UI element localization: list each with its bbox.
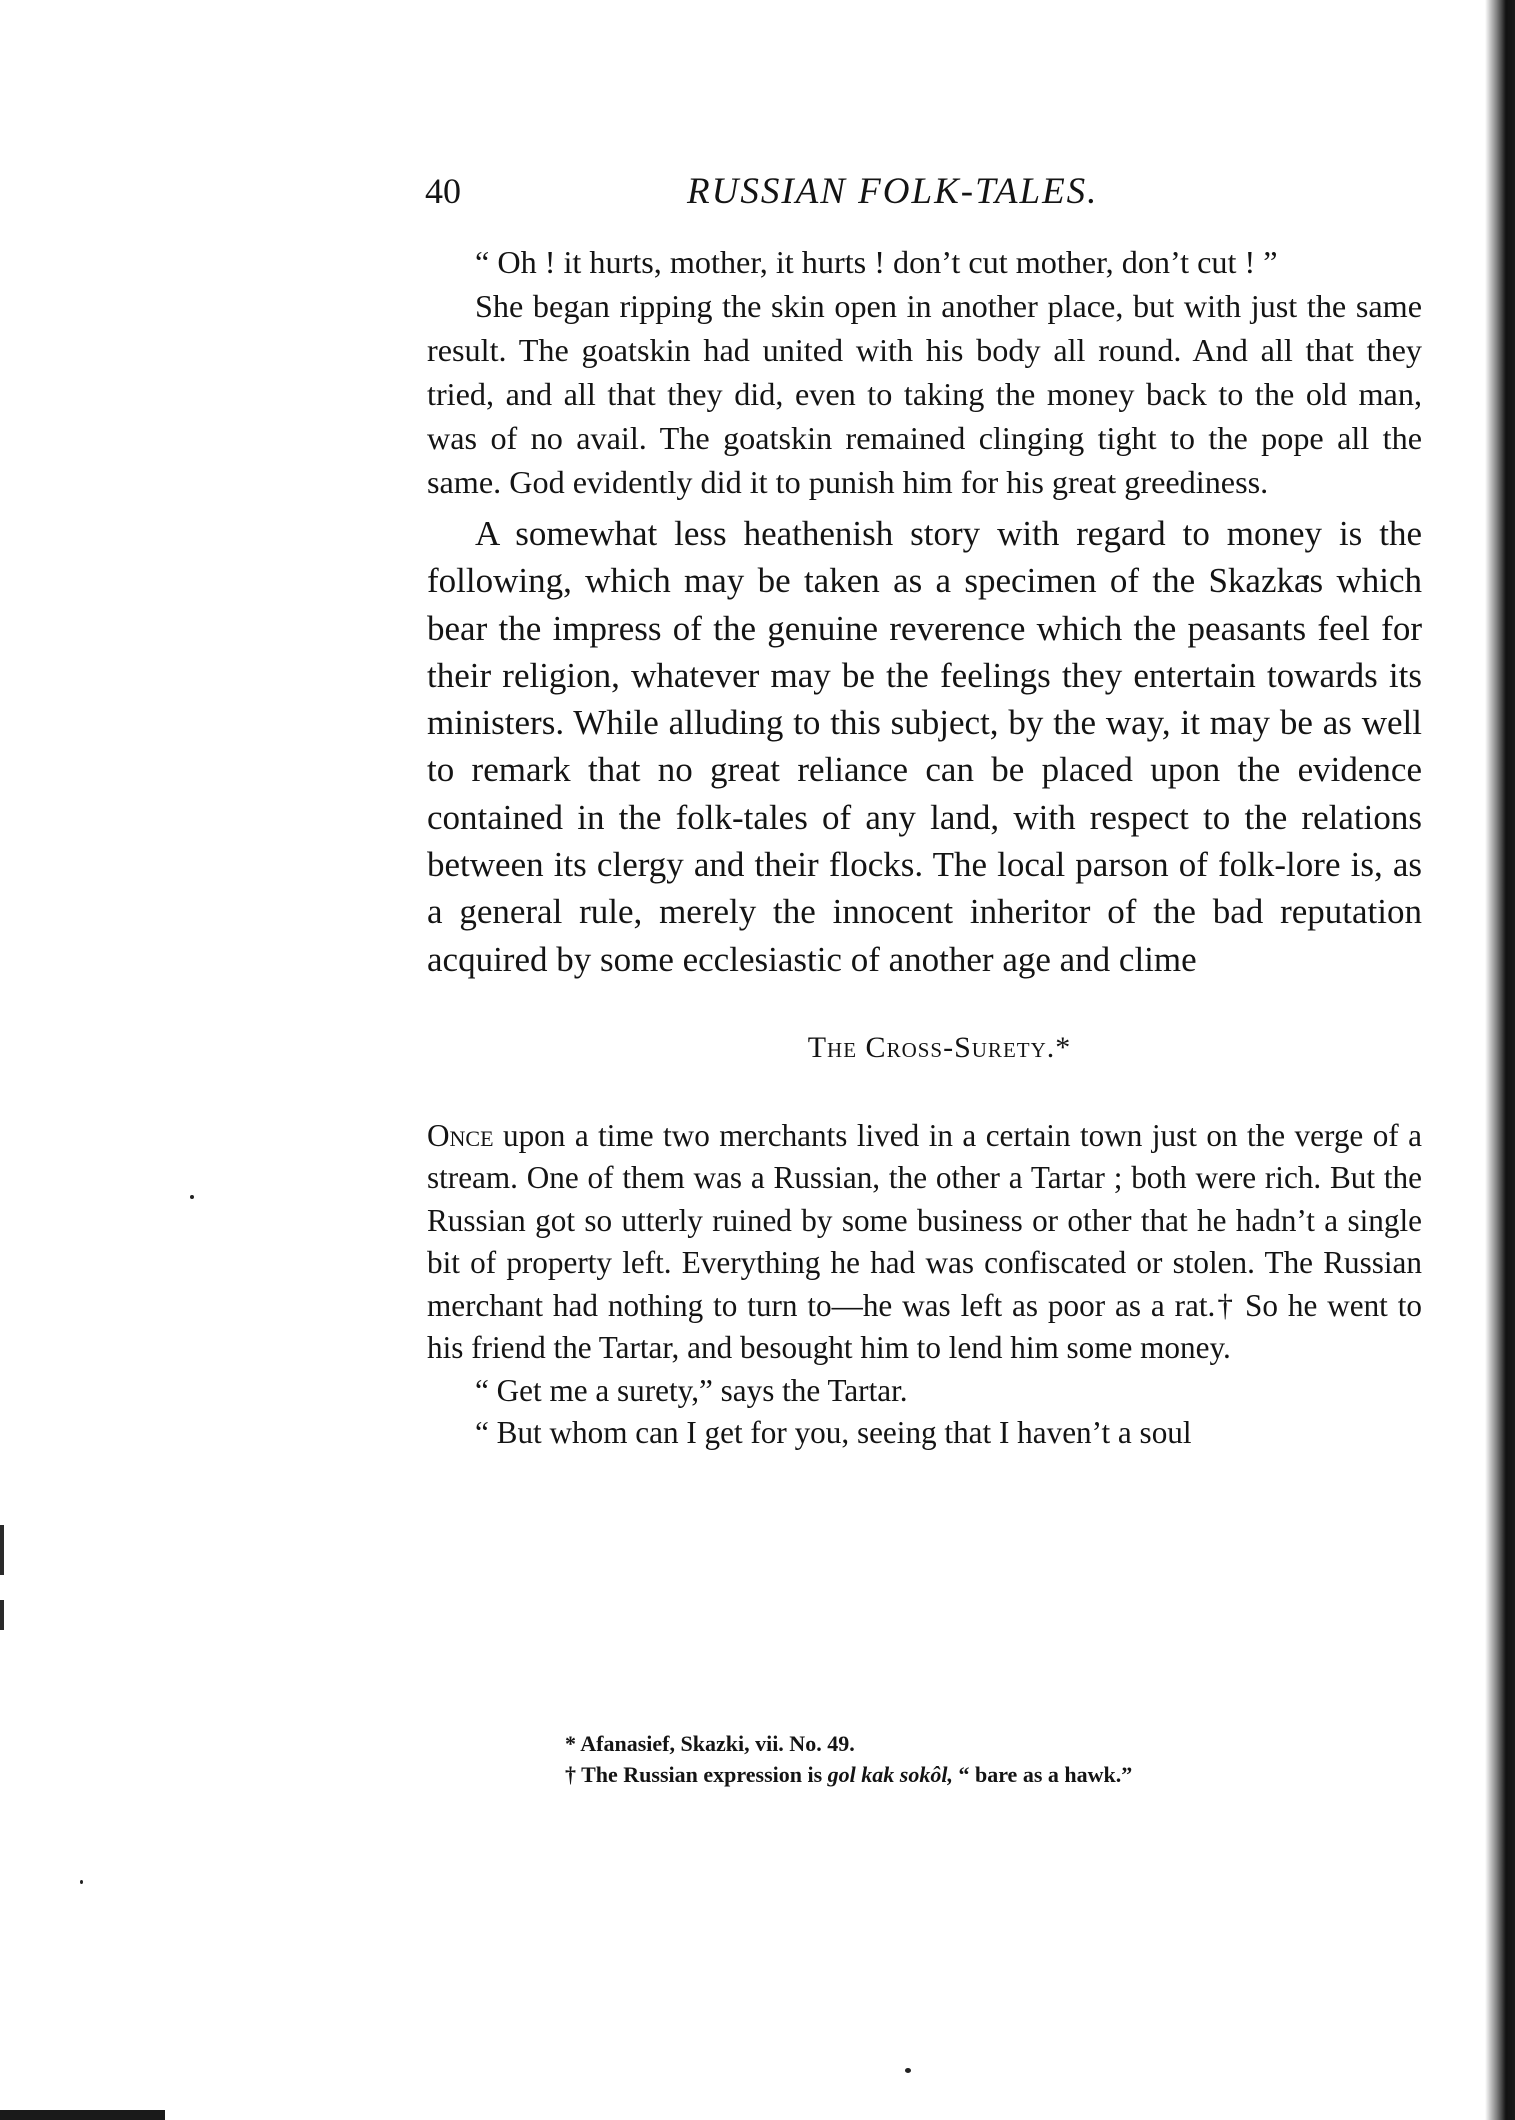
story-paragraph-opening	[427, 1115, 1422, 1370]
scan-edge-shadow	[1485, 0, 1515, 2120]
page-header	[425, 170, 1425, 220]
scan-margin-mark	[0, 1600, 4, 1630]
scan-speck	[80, 1880, 83, 1884]
page-number: 40	[425, 171, 461, 211]
scan-speck	[190, 1195, 194, 1199]
story-paragraph-russian-reply: “ But whom can I get for you, seeing that I haven’t a soul	[475, 1415, 1192, 1451]
footnote-expression-suffix: “ bare as a hawk.”	[952, 1762, 1133, 1787]
footnote-expression-prefix: † The Russian expression is	[565, 1762, 828, 1787]
story-first-word: Once	[427, 1117, 494, 1153]
footnote-expression-russian: gol kak sokôl,	[827, 1762, 953, 1787]
paragraph-goatskin: She began ripping the skin open in another place, but with just the same result. The goatskin had united with his body all round. And all that they tried, and all that they did, even to taking the money back to the old man, was of no avail. The goatskin remained clinging tight to the pope all the same. God evidently did it to punish him for his great greediness.	[427, 288, 1422, 500]
footnotes	[565, 1728, 1365, 1790]
scan-margin-mark	[0, 1525, 4, 1575]
paragraph-introduction: A somewhat less heathenish story with regard to money is the following, which may be taken as a specimen of the Skazkas which bear the impress of the genuine reverence which the peasants feel for their religion, whatever may be the feelings they entertain towards its ministers. While alluding to this subject, by the way, it may be as well to remark that no great reliance can be placed upon the evidence contained in the folk-tales of any land, with respect to the relations between its clergy and their flocks. The local parson of folk-lore is, as a general rule, merely the innocent inheritor of the bad reputation acquired by some ecclesiastic of another age and clime	[427, 514, 1422, 979]
running-head: RUSSIAN FOLK-TALES.	[687, 171, 1099, 212]
story-paragraph-tartar-reply: “ Get me a surety,” says the Tartar.	[475, 1372, 908, 1408]
footnote-source: * Afanasief, Skazki, vii. No. 49.	[565, 1731, 855, 1756]
footnote-expression	[565, 1759, 1365, 1790]
story-opening-text: upon a time two merchants lived in a certain town just on the verge of a stream. One of them was a Russian, the other a Tartar ; both were rich. But the Russian got so utterly ruined by some business or other that he hadn’t a single bit of property left. Everything he had was confiscated or stolen. The Russian merchant had nothing to turn to—he was left as poor as a rat.† So he went to his friend the Tartar, and besought him to lend him some money.	[427, 1117, 1422, 1366]
paragraph-dialogue: “ Oh ! it hurts, mother, it hurts ! don’t cut mother, don’t cut ! ”	[475, 244, 1278, 280]
body-text	[427, 240, 1422, 1455]
section-title: The Cross-Surety.*	[807, 1030, 1072, 1064]
scan-bottom-mark	[0, 2110, 165, 2120]
scan-speck	[905, 2068, 911, 2073]
